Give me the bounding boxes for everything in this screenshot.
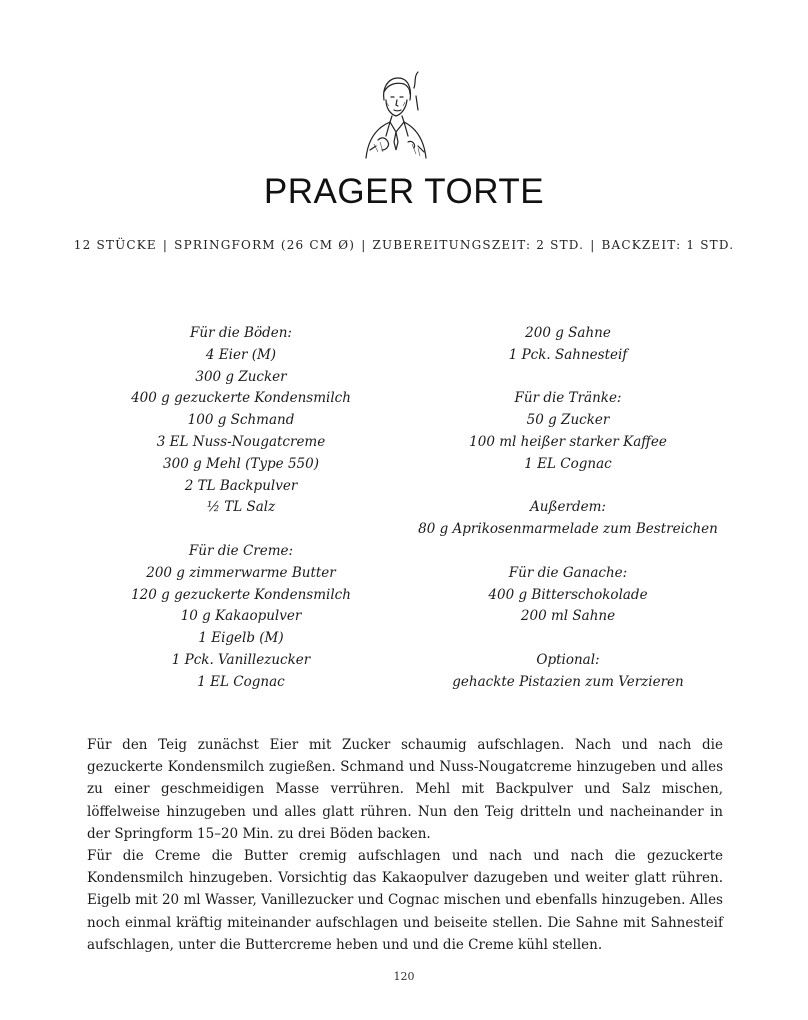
ingredient-item: 80 g Aprikosenmarmelade zum Bestreichen: [418, 521, 718, 538]
ingredient-item: 200 g Sahne: [525, 325, 611, 341]
ingredient-heading: Außerdem:: [530, 499, 606, 516]
ingredient-item: 4 Eier (M): [205, 346, 277, 363]
ingredient-item: 100 g Schmand: [187, 412, 295, 429]
ingredient-item: 1 EL Cognac: [524, 455, 612, 472]
ingredient-heading: Optional:: [536, 651, 600, 668]
ingredient-item: 400 g Bitterschokolade: [488, 586, 648, 603]
ingredient-heading: Für die Tränke:: [514, 390, 622, 407]
ingredient-item: 1 Pck. Sahnesteif: [508, 346, 628, 363]
ingredient-item: 400 g gezuckerte Kondensmilch: [131, 390, 351, 407]
ingredients-right-column: [398, 323, 738, 694]
ingredient-item: 1 Eigelb (M): [198, 630, 284, 647]
ingredient-item: 2 TL Backpulver: [184, 477, 298, 494]
servings: 12 STÜCKE: [73, 238, 157, 252]
ingredient-item: 200 g zimmerwarme Butter: [146, 564, 336, 581]
page-number: 120: [393, 970, 415, 983]
instruction-paragraph: Für den Teig zunächst Eier mit Zucker schaumig aufschlagen. Nach und nach die gezuckerte Kondensmilch zugießen. Schmand und Nuss-Nougatcreme hinzugeben und alles zu einer geschmeidigen Masse verrühren. Mehl mit Backpulver und Salz mischen, löffelweise hinzugeben und alles glatt rühren. Nun den Teig dritteln und nacheinander in der Springform 15–20 Min. zu drei Böden backen.: [87, 737, 723, 842]
ingredient-heading: Für die Creme:: [188, 542, 294, 559]
portrait-illustration-icon: [356, 70, 436, 160]
ingredient-item: gehackte Pistazien zum Verzieren: [452, 673, 684, 690]
ingredient-item: 100 ml heißer starker Kaffee: [469, 433, 667, 450]
ingredient-item: 1 EL Cognac: [197, 673, 285, 690]
ingredient-item: 10 g Kakaopulver: [180, 608, 302, 625]
ingredient-item: 3 EL Nuss-Nougatcreme: [156, 433, 326, 450]
ingredient-item: 1 Pck. Vanillezucker: [171, 651, 311, 668]
instructions: [87, 734, 723, 956]
recipe-title: PRAGER TORTE: [263, 172, 545, 211]
ingredients-left-column: [71, 323, 411, 694]
ingredient-item: 300 g Zucker: [195, 368, 287, 385]
instruction-paragraph: Für die Creme die Butter cremig aufschlagen und nach und nach die gezuckerte Kondensmilch hinzugeben. Vorsichtig das Kakaopulver dazugeben und weiter glatt rühren. Eigelb mit 20 ml Wasser, Vanillezucker und Cognac mischen und ebenfalls hinzugeben. Alles noch einmal kräftig miteinander aufschlagen und beiseite stellen. Die Sahne mit Sahnesteif aufschlagen, unter die Buttercreme heben und und die Creme kühl stellen.: [87, 848, 723, 953]
prep-time: ZUBEREITUNGSZEIT: 2 STD.: [372, 238, 585, 252]
ingredient-item: 200 ml Sahne: [520, 608, 616, 625]
ingredient-item: 50 g Zucker: [526, 412, 610, 429]
ingredient-item: ½ TL Salz: [206, 499, 276, 516]
ingredient-heading: Für die Ganache:: [508, 564, 628, 581]
ingredient-heading: Für die Böden:: [190, 325, 292, 341]
recipe-meta: 12 STÜCKE | SPRINGFORM (26 CM Ø) | ZUBEREITUNGSZEIT: 2 STD. | BACKZEIT: 1 STD.: [73, 238, 735, 252]
ingredient-item: 300 g Mehl (Type 550): [163, 455, 319, 472]
ingredient-item: 120 g gezuckerte Kondensmilch: [131, 586, 351, 603]
bake-time: BACKZEIT: 1 STD.: [601, 238, 735, 252]
baking-form: SPRINGFORM (26 CM Ø): [174, 238, 356, 252]
